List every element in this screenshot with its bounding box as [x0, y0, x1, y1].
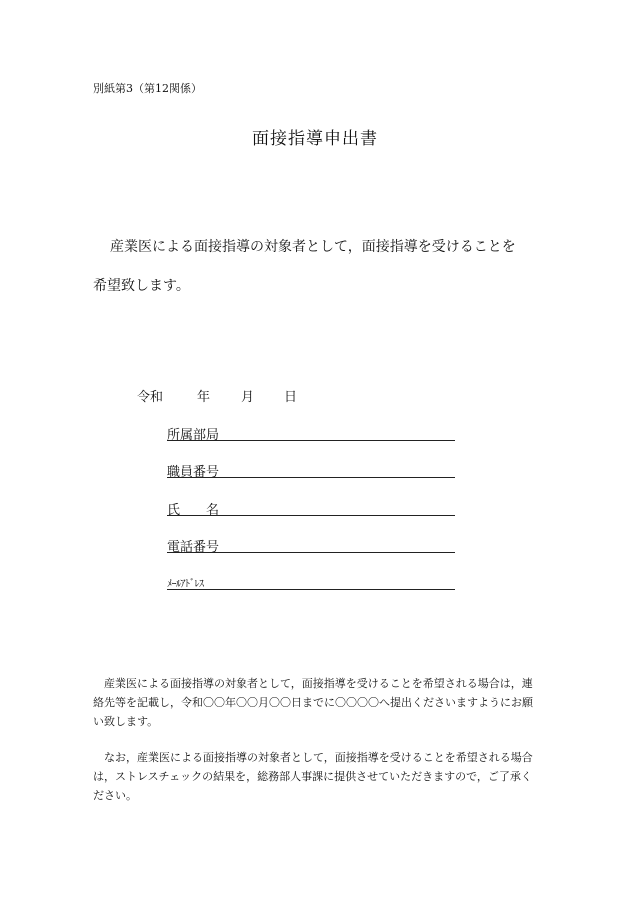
- date-day-label: 日: [284, 390, 298, 405]
- department-label: 所属部局: [167, 428, 220, 443]
- name-label: 氏 名: [167, 503, 220, 518]
- name-field[interactable]: [167, 515, 455, 516]
- employee-id-label: 職員番号: [167, 465, 220, 480]
- department-field[interactable]: [167, 440, 455, 441]
- request-text-line-2: 希望致します。: [93, 278, 190, 294]
- reference-label: 別紙第3（第12関係）: [93, 82, 202, 95]
- date-era-label: 令和: [137, 390, 164, 405]
- phone-label: 電話番号: [167, 540, 220, 555]
- employee-id-field[interactable]: [167, 477, 455, 478]
- note-paragraph-2: なお，産業医による面接指導の対象者として，面接指導を受けることを希望される場合は，ストレスチェックの結果を，総務部人事課に提供させていただきますので，ご了承ください。: [93, 751, 533, 802]
- email-label: ﾒｰﾙｱﾄﾞﾚｽ: [167, 579, 204, 590]
- request-text-line-1: 産業医による面接指導の対象者として，面接指導を受けることを: [110, 239, 516, 255]
- document-title: 面接指導申出書: [252, 129, 378, 149]
- email-field[interactable]: [167, 589, 455, 590]
- phone-field[interactable]: [167, 552, 455, 553]
- note-paragraph-1: 産業医による面接指導の対象者として，面接指導を受けることを希望される場合は，連絡先等を記載し，令和〇〇年〇〇月〇〇日までに〇〇〇〇へ提出くださいますようにお願い致します。: [93, 677, 533, 728]
- date-month-label: 月: [241, 390, 255, 405]
- date-year-label: 年: [197, 390, 211, 405]
